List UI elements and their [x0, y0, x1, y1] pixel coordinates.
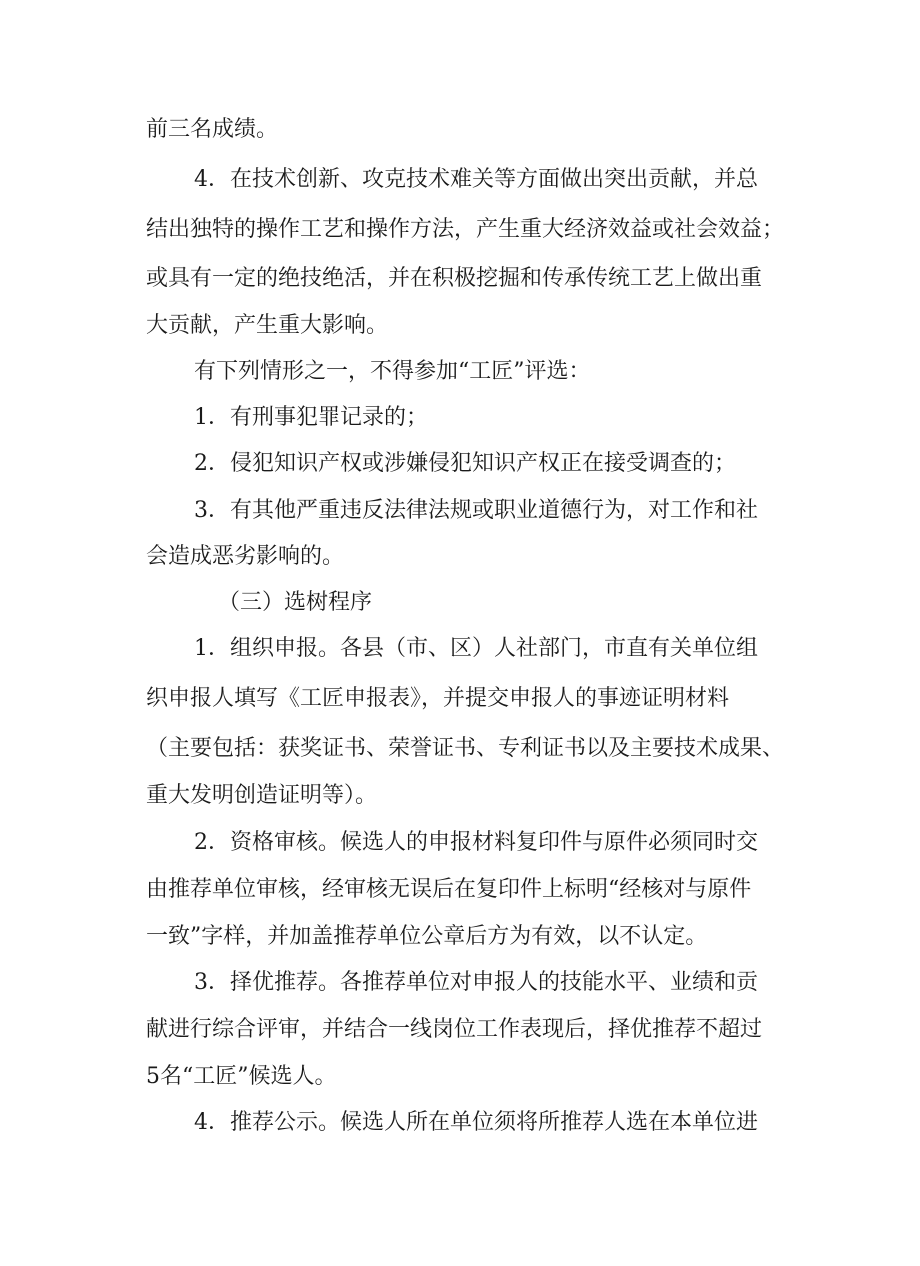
body-text-line: 2．资格审核。候选人的申报材料复印件与原件必须同时交 — [194, 830, 758, 855]
body-text-line: 织申报人填写《工匠申报表》，并提交申报人的事迹证明材料 — [146, 686, 730, 711]
section-heading: （三）选树程序 — [218, 590, 373, 615]
body-text-line: 一致”字样，并加盖推荐单位公章后方为有效，以不认定。 — [146, 924, 708, 949]
body-text-line: 3．有其他严重违反法律法规或职业道德行为，对工作和社 — [194, 498, 758, 523]
body-text-line: 由推荐单位审核，经审核无误后在复印件上标明“经核对与原件 — [146, 877, 752, 902]
body-text-line: 5名“工匠”候选人。 — [146, 1064, 337, 1089]
body-text-line: （主要包括：获奖证书、荣誉证书、专利证书以及主要技术成果、 — [146, 736, 785, 761]
body-text-line: 1．组织申报。各县（市、区）人社部门，市直有关单位组 — [194, 636, 758, 661]
body-text-line: 结出独特的操作工艺和操作方法，产生重大经济效益或社会效益； — [146, 217, 785, 242]
body-text-line: 1．有刑事犯罪记录的； — [194, 405, 428, 430]
body-text-line: 4．推荐公示。候选人所在单位须将所推荐人选在本单位进 — [194, 1110, 758, 1135]
body-text-line: 会造成恶劣影响的。 — [146, 544, 345, 569]
body-text-line: 有下列情形之一，不得参加“工匠”评选： — [194, 359, 591, 384]
body-text-line: 前三名成绩。 — [146, 117, 279, 142]
body-text-line: 2．侵犯知识产权或涉嫌侵犯知识产权正在接受调查的； — [194, 451, 736, 476]
body-text-line: 3．择优推荐。各推荐单位对申报人的技能水平、业绩和贡 — [194, 970, 758, 995]
body-text-line: 重大发明创造证明等）。 — [146, 783, 378, 808]
body-text-line: 4．在技术创新、攻克技术难关等方面做出突出贡献，并总 — [194, 167, 758, 192]
body-text-line: 献进行综合评审，并结合一线岗位工作表现后，择优推荐不超过 — [146, 1017, 763, 1042]
body-text-line: 大贡献，产生重大影响。 — [146, 313, 389, 338]
body-text-line: 或具有一定的绝技绝活，并在积极挖掘和传承传统工艺上做出重 — [146, 266, 763, 291]
